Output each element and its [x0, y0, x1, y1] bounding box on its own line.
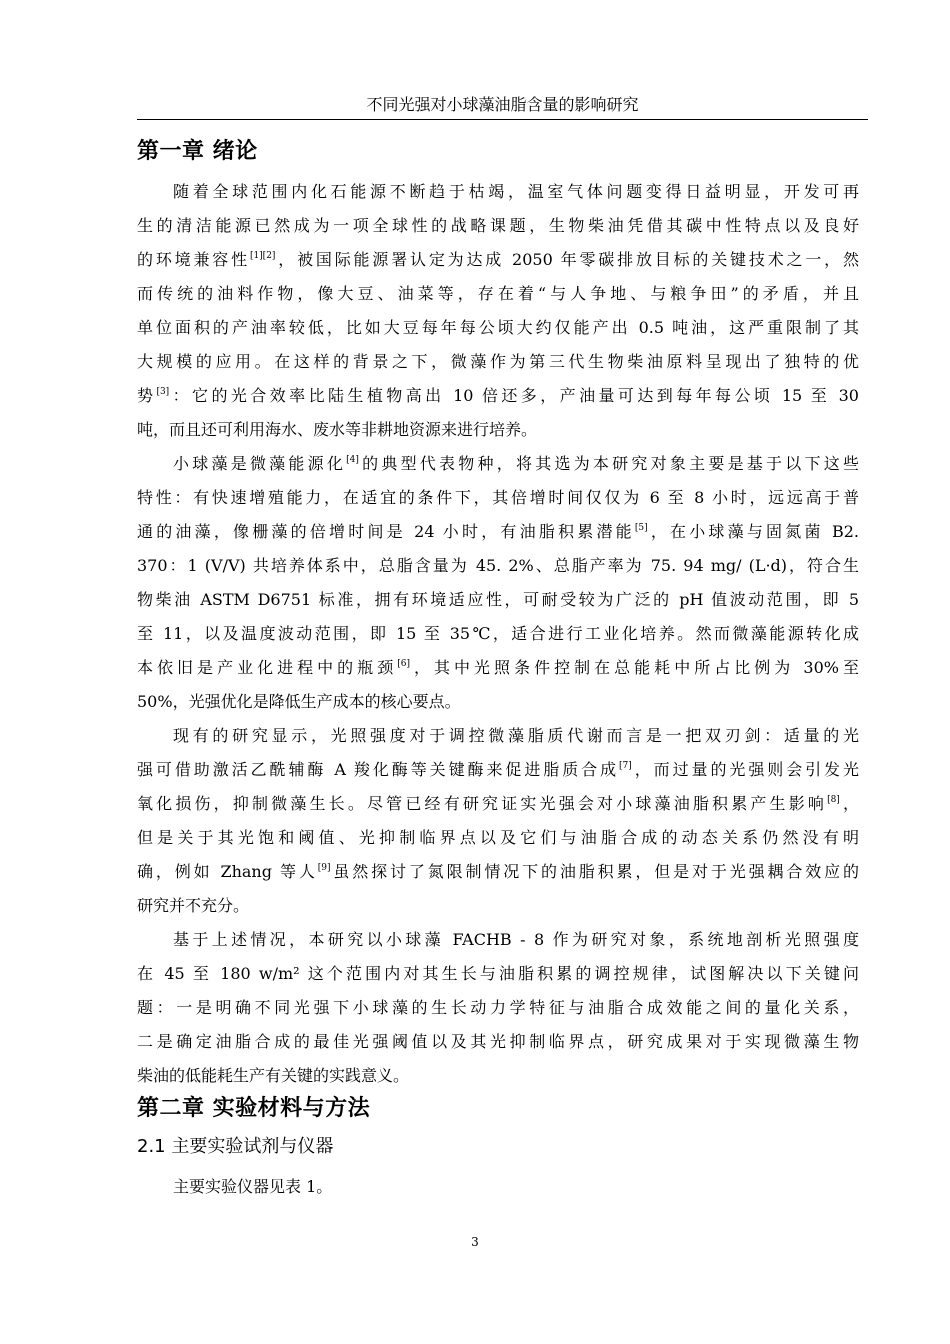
- text-fragment: 的环境兼容性: [137, 250, 250, 269]
- section-2-1-line: 主要实验仪器见表 1。: [173, 1177, 333, 1196]
- text-fragment: ，被国际能源署认定为达成 2050 年零碳排放目标的关键技术之一，然: [275, 250, 859, 269]
- text-fragment: ，: [839, 794, 859, 813]
- text-line: 至 11，以及温度波动范围，即 15 至 35℃，适合进行工业化培养。然而微藻能源转化成: [137, 624, 859, 643]
- text-line: 大规模的应用。在这样的背景之下，微藻作为第三代生物柴油原料呈现出了独特的优: [137, 352, 859, 371]
- paragraph-2: [137, 447, 859, 719]
- text-line: 题：一是明确不同光强下小球藻的生长动力学特征与油脂合成效能之间的量化关系，: [137, 998, 859, 1017]
- paragraph-1: [137, 175, 859, 447]
- citation-ref: [5]: [634, 523, 648, 533]
- text-line: [137, 787, 859, 821]
- text-line: [137, 447, 859, 481]
- text-line: 370：1 (V/V) 共培养体系中，总脂含量为 45. 2%、总脂产率为 75. 94 mg/ (L·d)，符合生: [137, 556, 859, 575]
- text-line: [137, 651, 859, 685]
- text-fragment: 虽然探讨了氮限制情况下的油脂积累，但是对于光强耦合效应的: [330, 862, 859, 881]
- running-header: 不同光强对小球藻油脂含量的影响研究: [137, 92, 868, 120]
- text-line: 50%，光强优化是降低生产成本的核心要点。: [137, 692, 461, 711]
- text-line: 但是关于其光饱和阈值、光抑制临界点以及它们与油脂合成的动态关系仍然没有明: [137, 828, 859, 847]
- text-fragment: 的典型代表物种，将其选为本研究对象主要是基于以下这些: [358, 454, 859, 473]
- paragraph-3: [137, 719, 859, 923]
- section-2-1-text: [137, 1170, 859, 1204]
- text-fragment: ，其中光照条件控制在总能耗中所占比例为 30%至: [409, 658, 859, 677]
- text-line: 在 45 至 180 w/m² 这个范围内对其生长与油脂积累的调控规律，试图解决以下关键问: [137, 964, 859, 983]
- text-line: 现有的研究显示，光照强度对于调控微藻脂质代谢而言是一把双刃剑：适量的光: [173, 726, 859, 745]
- text-fragment: 小球藻是微藻能源化: [173, 454, 347, 473]
- text-line: [137, 753, 859, 787]
- text-line: 特性：有快速增殖能力，在适宜的条件下，其倍增时间仅仅为 6 至 8 小时，远远高于普: [137, 488, 859, 507]
- text-line: 随着全球范围内化石能源不断趋于枯竭，温室气体问题变得日益明显，开发可再: [173, 182, 859, 201]
- text-fragment: 本依旧是产业化进程中的瓶颈: [137, 658, 398, 677]
- text-fragment: ，而过量的光强则会引发光: [631, 760, 859, 779]
- text-line: 二是确定油脂合成的最佳光强阈值以及其光抑制临界点，研究成果对于实现微藻生物: [137, 1032, 859, 1051]
- text-fragment: 势: [137, 386, 157, 405]
- text-line: 而传统的油料作物，像大豆、油菜等，存在着“与人争地、与粮争田”的矛盾，并且: [137, 284, 859, 303]
- text-fragment: 确，例如 Zhang 等人: [137, 862, 318, 881]
- citation-ref: [3]: [156, 387, 170, 397]
- text-line: 基于上述情况，本研究以小球藻 FACHB - 8 作为研究对象，系统地剖析光照强度: [173, 930, 859, 949]
- text-line: 研究并不充分。: [137, 896, 250, 915]
- page-number: 3: [471, 1235, 479, 1249]
- text-line: [137, 855, 859, 889]
- text-line: 单位面积的产油率较低，比如大豆每年每公顷大约仅能产出 0.5 吨油，这严重限制了其: [137, 318, 859, 337]
- citation-ref: [8]: [827, 795, 840, 805]
- text-fragment: ：它的光合效率比陆生植物高出 10 倍还多，产油量可达到每年每公顷 15 至 30: [169, 386, 859, 405]
- text-fragment: 通的油藻，像栅藻的倍增时间是 24 小时，有油脂积累潜能: [137, 522, 635, 541]
- section-2-1-title: 2.1 主要实验试剂与仪器: [137, 1136, 334, 1157]
- text-line: 生的清洁能源已然成为一项全球性的战略课题，生物柴油凭借其碳中性特点以及良好: [137, 216, 859, 235]
- text-line: [137, 379, 859, 413]
- citation-ref: [7]: [619, 761, 632, 771]
- text-fragment: ，在小球藻与固氮菌 B2.: [647, 522, 859, 541]
- paragraph-4: [137, 923, 859, 1093]
- text-line: 吨，而且还可利用海水、废水等非耕地资源来进行培养。: [137, 420, 538, 439]
- text-line: [137, 515, 859, 549]
- citation-ref: [6]: [397, 659, 410, 669]
- text-line: 柴油的低能耗生产有关键的实践意义。: [137, 1066, 410, 1085]
- chapter-2-title: 第二章 实验材料与方法: [137, 1096, 371, 1121]
- chapter-1-title: 第一章 绪论: [137, 139, 258, 164]
- text-line: [137, 243, 859, 277]
- citation-ref: [4]: [346, 455, 359, 465]
- citation-ref: [9]: [317, 863, 331, 873]
- text-line: 物柴油 ASTM D6751 标准，拥有环境适应性，可耐受较为广泛的 pH 值波动范围，即 5: [137, 590, 859, 609]
- text-fragment: 强可借助激活乙酰辅酶 A 羧化酶等关键酶来促进脂质合成: [137, 760, 620, 779]
- citation-ref: [1][2]: [249, 251, 276, 261]
- text-fragment: 氧化损伤，抑制微藻生长。尽管已经有研究证实光强会对小球藻油脂积累产生影响: [137, 794, 828, 813]
